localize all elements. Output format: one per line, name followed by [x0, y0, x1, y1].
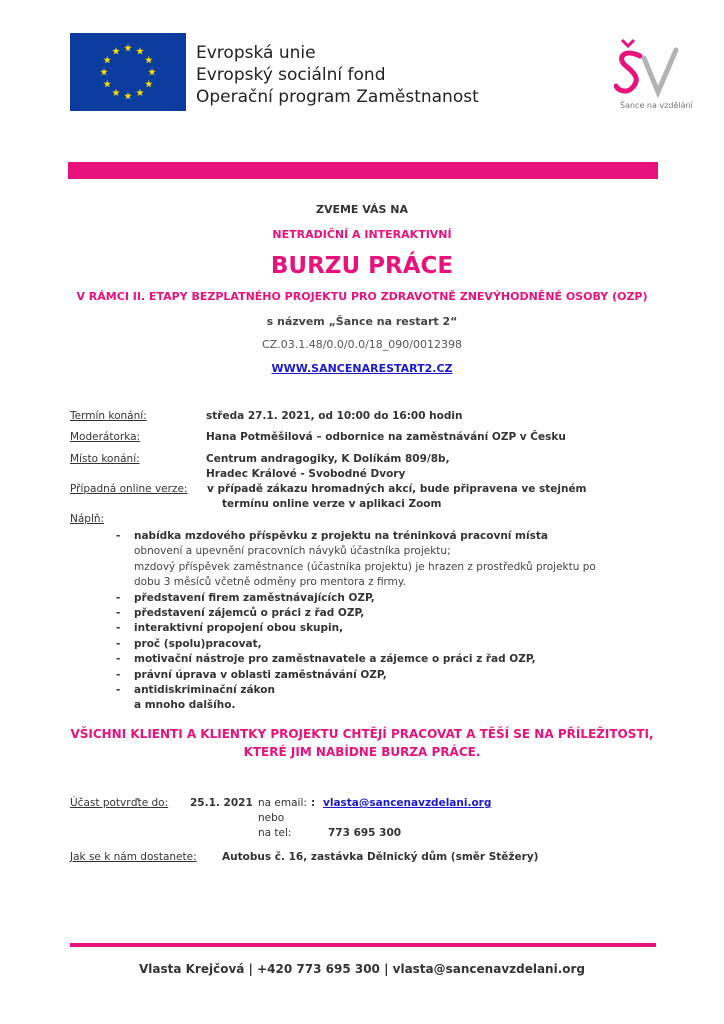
moderator-value: Hana Potměšilová – odbornice na zaměstnávání OZP v Česku — [206, 431, 566, 443]
list-subitem: mzdový příspěvek zaměstnance (účastníka projektu) je hrazen z prostředků projektu po — [134, 560, 596, 573]
project-name-line: s názvem „Šance na restart 2“ — [266, 315, 458, 328]
sv-logo-icon — [614, 36, 704, 116]
termin-label: Termín konání: — [70, 410, 147, 422]
eu-star — [112, 89, 120, 96]
online-label: Případná online verze: — [70, 483, 188, 495]
eu-star — [103, 56, 111, 63]
eu-star — [103, 80, 111, 87]
project-line: V RÁMCI II. ETAPY BEZPLATNÉHO PROJEKTU PRO ZDRAVOTNĚ ZNEVÝHODNĚNÉ OSOBY (OZP) — [76, 290, 648, 303]
top-pink-bar — [68, 162, 658, 179]
subtitle-line: NETRADIČNÍ A INTERAKTIVNÍ — [272, 228, 452, 241]
eu-line-3: Operační program Zaměstnanost — [196, 87, 479, 107]
list-subitem: obnovení a upevnění pracovních návyků účastníka projektu; — [134, 545, 451, 558]
misto-value-1: Centrum andragogiky, K Dolíkám 809/8b, — [206, 453, 450, 465]
eu-star — [124, 92, 132, 99]
misto-label: Místo konání: — [70, 453, 140, 465]
directions-label: Jak se k nám dostanete: — [70, 851, 197, 863]
project-code: CZ.03.1.48/0.0/0.0/18_090/0012398 — [262, 338, 462, 351]
moderator-label: Moderátorka: — [70, 431, 141, 443]
sance-na-vzdelani-logo — [614, 36, 704, 116]
tel-label: na tel: — [258, 827, 292, 839]
eu-stars-icon — [70, 33, 186, 111]
project-website-link[interactable]: WWW.SANCENARESTART2.CZ — [271, 362, 453, 375]
confirm-label: Účast potvrďte do: — [70, 797, 169, 809]
list-item: - motivační nástroje pro zaměstnavatele a zájemce o práci z řad OZP, — [116, 653, 536, 666]
cta-line-2: KTERÉ JIM NABÍDNE BURZA PRÁCE. — [243, 745, 481, 759]
eu-star — [136, 89, 144, 96]
tel-value: 773 695 300 — [328, 827, 402, 839]
napln-label: Náplň: — [70, 513, 105, 525]
termin-value: středa 27.1. 2021, od 10:00 do 16:00 hodin — [206, 410, 463, 422]
page-title: BURZU PRÁCE — [270, 253, 454, 279]
eu-star — [148, 68, 156, 75]
invite-line: ZVEME VÁS NA — [315, 203, 409, 216]
footer-contact: Vlasta Krejčová | +420 773 695 300 | vlasta@sancenavzdelani.org — [138, 962, 586, 976]
list-item: - proč (spolu)pracovat, — [116, 637, 262, 650]
eu-star — [124, 44, 132, 51]
online-value-1: v případě zákazu hromadných akcí, bude připravena ve stejném — [207, 483, 587, 495]
email-colon: : — [311, 797, 316, 809]
eu-line-2: Evropský sociální fond — [196, 65, 386, 85]
eu-star — [112, 47, 120, 54]
directions-value: Autobus č. 16, zastávka Dělnický dům (směr Stěžery) — [222, 851, 539, 863]
eu-star — [100, 68, 108, 75]
eu-line-1: Evropská unie — [196, 43, 316, 63]
logo-caption: Šance na vzdělání — [620, 101, 693, 110]
confirm-date: 25.1. 2021 — [190, 797, 253, 809]
list-item: - nabídka mzdového příspěvku z projektu na tréninková pracovní místa — [116, 530, 548, 542]
list-item: - představení zájemců o práci z řad OZP, — [116, 607, 365, 620]
eu-program-text — [196, 42, 479, 108]
eu-star — [145, 56, 153, 63]
eu-flag-logo — [70, 33, 186, 111]
list-subitem: dobu 3 měsíců včetně odměny pro mentora z firmy. — [134, 576, 406, 589]
eu-star — [145, 80, 153, 87]
email-label: na email: — [258, 797, 307, 809]
email-link[interactable]: vlasta@sancenavzdelani.org — [323, 797, 492, 809]
bottom-pink-line — [70, 943, 656, 947]
call-to-action — [0, 725, 724, 761]
program-list — [116, 529, 596, 714]
eu-star — [136, 47, 144, 54]
list-item: - antidiskriminační zákon — [116, 684, 275, 697]
list-item: - představení firem zaměstnávajících OZP, — [116, 591, 375, 604]
online-value-2: termínu online verze v aplikaci Zoom — [222, 498, 442, 510]
or-text: nebo — [258, 812, 285, 824]
list-item: - interaktivní propojení obou skupin, — [116, 622, 344, 635]
list-item-last: a mnoho dalšího. — [134, 699, 236, 712]
list-item: - právní úprava v oblasti zaměstnávání OZP, — [116, 668, 387, 681]
misto-value-2: Hradec Králové - Svobodné Dvory — [206, 468, 406, 480]
cta-line-1: VŠICHNI KLIENTI A KLIENTKY PROJEKTU CHTĚJÍ PRACOVAT A TĚŠÍ SE NA PŘÍLEŽITOSTI, — [70, 727, 654, 741]
